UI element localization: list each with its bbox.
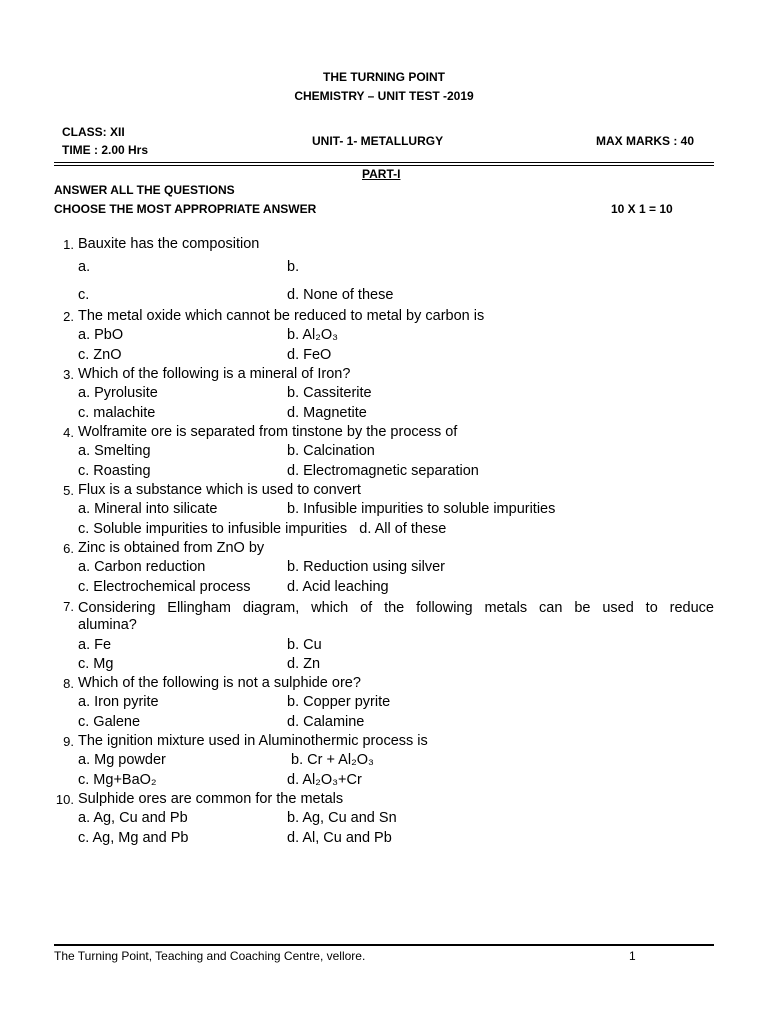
- option-b: b. Al₂O₃: [287, 327, 339, 343]
- option-b: b. Copper pyrite: [287, 694, 391, 710]
- option-b: b. Calcination: [287, 443, 375, 459]
- option-c: c. Galene: [78, 714, 141, 730]
- option-d: d. Zn: [287, 656, 321, 672]
- option-d: d. Al, Cu and Pb: [287, 830, 392, 846]
- question-stem: Wolframite ore is separated from tinstone by the process of: [78, 424, 458, 440]
- option-a: a.: [78, 259, 91, 275]
- option-b: b. Reduction using silver: [287, 559, 445, 575]
- option-a: a. Iron pyrite: [78, 694, 159, 710]
- option-a: a. Carbon reduction: [78, 559, 206, 575]
- question-stem: Zinc is obtained from ZnO by: [78, 540, 265, 556]
- header-divider-bottom: [54, 165, 714, 166]
- question-stem: The metal oxide which cannot be reduced to metal by carbon is: [78, 308, 485, 324]
- time-label: TIME : 2.00 Hrs: [62, 143, 149, 157]
- document-title: THE TURNING POINT: [323, 70, 445, 84]
- header-divider-top: [54, 162, 714, 163]
- option-b: b. Cassiterite: [287, 385, 372, 401]
- option-d: d. Acid leaching: [287, 579, 389, 595]
- question-number: 7.: [63, 599, 74, 614]
- question-number: 8.: [63, 676, 74, 691]
- question-number: 1.: [63, 237, 74, 252]
- footer-divider: [54, 944, 714, 946]
- option-c-and-d: c. Soluble impurities to infusible impurities d. All of these: [78, 521, 447, 537]
- question-number: 4.: [63, 425, 74, 440]
- option-d: d. Magnetite: [287, 405, 367, 421]
- question-stem: The ignition mixture used in Aluminothermic process is: [78, 733, 428, 749]
- instruction-choose: CHOOSE THE MOST APPROPRIATE ANSWER: [54, 202, 317, 216]
- question-stem: Bauxite has the composition: [78, 236, 260, 252]
- option-c: c. Roasting: [78, 463, 151, 479]
- part-title: PART-I: [362, 167, 401, 181]
- question-stem-continued: alumina?: [78, 617, 137, 633]
- option-a: a. Mineral into silicate: [78, 501, 218, 517]
- question-stem: Which of the following is a mineral of Iron?: [78, 366, 351, 382]
- class-label: CLASS: XII: [62, 125, 125, 139]
- question-number: 3.: [63, 367, 74, 382]
- instruction-answer-all: ANSWER ALL THE QUESTIONS: [54, 183, 235, 197]
- option-d: d. FeO: [287, 347, 332, 363]
- question-stem: Sulphide ores are common for the metals: [78, 791, 344, 807]
- option-d: d. Electromagnetic separation: [287, 463, 479, 479]
- option-a: a. Smelting: [78, 443, 151, 459]
- option-b: b. Infusible impurities to soluble impurities: [287, 501, 556, 517]
- part-marks: 10 X 1 = 10: [611, 202, 673, 216]
- question-stem: Which of the following is not a sulphide ore?: [78, 675, 361, 691]
- option-d: d. Al₂O₃+Cr: [287, 772, 362, 788]
- option-c: c. ZnO: [78, 347, 122, 363]
- max-marks-label: MAX MARKS : 40: [596, 134, 695, 148]
- option-b: b.: [287, 259, 300, 275]
- page-number: 1: [629, 949, 636, 963]
- footer-text: The Turning Point, Teaching and Coaching Centre, vellore.: [54, 949, 366, 963]
- option-c: c. Mg+BaO₂: [78, 772, 157, 788]
- option-b: b. Cr + Al₂O₃: [287, 752, 374, 768]
- option-c: c. malachite: [78, 405, 156, 421]
- option-c: c. Electrochemical process: [78, 579, 251, 595]
- question-stem: Considering Ellingham diagram, which of the following metals can be used to reduce: [78, 600, 714, 616]
- question-number: 6.: [63, 541, 74, 556]
- option-a: a. Fe: [78, 637, 112, 653]
- option-a: a. PbO: [78, 327, 124, 343]
- unit-label: UNIT- 1- METALLURGY: [312, 134, 444, 148]
- document-subtitle: CHEMISTRY – UNIT TEST -2019: [294, 89, 474, 103]
- question-number: 10.: [55, 792, 74, 807]
- option-b: b. Ag, Cu and Sn: [287, 810, 397, 826]
- question-stem: Flux is a substance which is used to convert: [78, 482, 361, 498]
- question-number: 2.: [63, 309, 74, 324]
- option-d: d. Calamine: [287, 714, 365, 730]
- question-number: 9.: [63, 734, 74, 749]
- option-c: c. Mg: [78, 656, 114, 672]
- question-number: 5.: [63, 483, 74, 498]
- option-a: a. Ag, Cu and Pb: [78, 810, 188, 826]
- option-c: c. Ag, Mg and Pb: [78, 830, 189, 846]
- option-b: b. Cu: [287, 637, 322, 653]
- option-c: c.: [78, 287, 90, 303]
- option-a: a. Mg powder: [78, 752, 166, 768]
- option-d: d. None of these: [287, 287, 394, 303]
- option-a: a. Pyrolusite: [78, 385, 158, 401]
